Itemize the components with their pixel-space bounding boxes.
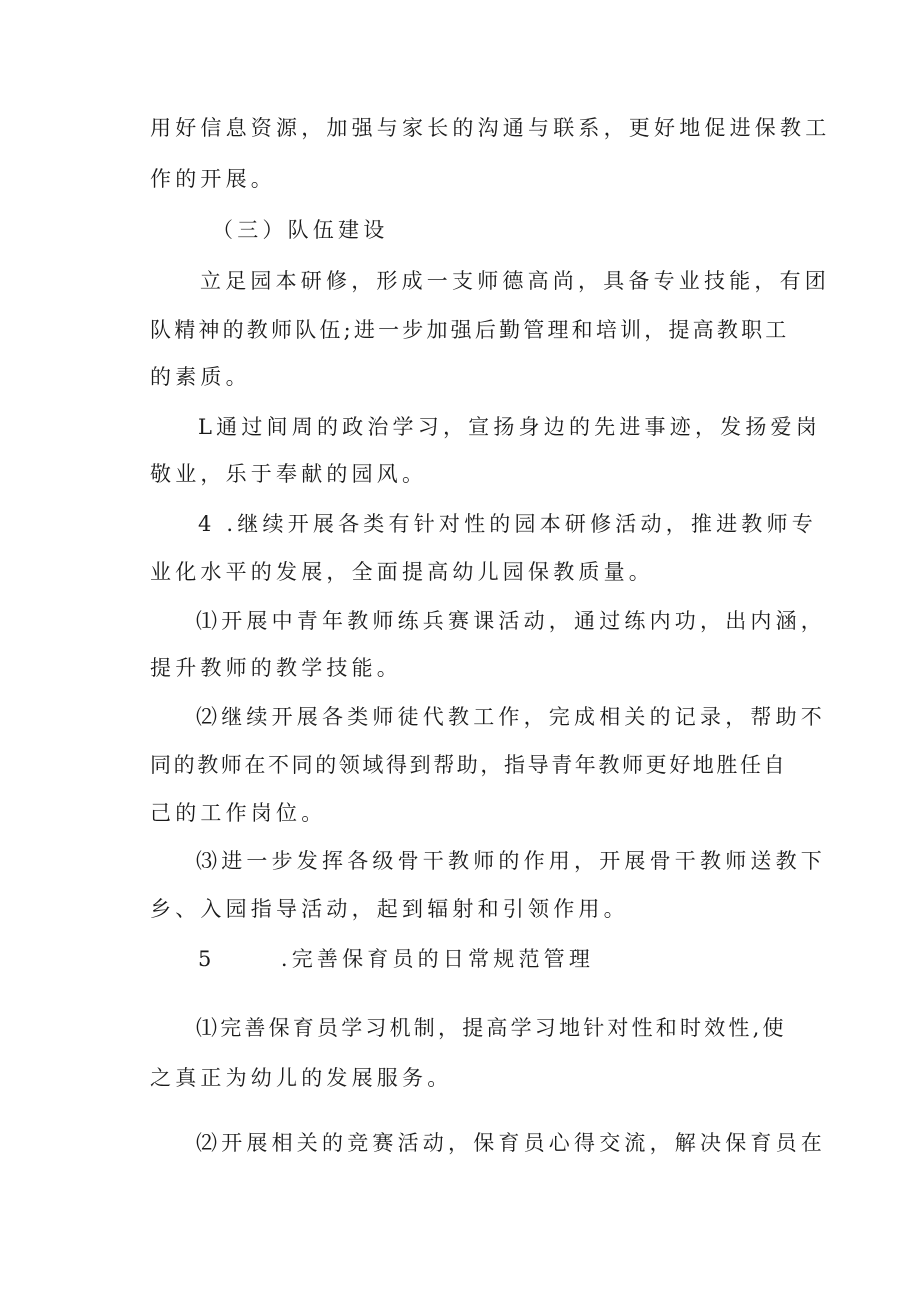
body-line: 敬业，乐于奉献的园风。: [150, 462, 428, 486]
body-line: ⑵继续开展各类师徒代教工作，完成相关的记录，帮助不: [196, 705, 826, 729]
body-line: ⑶进一步发挥各级骨干教师的作用，开展骨干教师送教下: [196, 849, 826, 873]
body-line: L通过间周的政治学习，宣扬身边的先进事迹，发扬爱岗: [198, 415, 821, 439]
body-line: 5 .完善保育员的日常规范管理: [198, 947, 595, 971]
body-line: 4 .继续开展各类有针对性的园本研修活动，推进教师专: [198, 512, 817, 536]
body-line: 立足园本研修，形成一支师德高尚，具备专业技能，有团: [200, 269, 830, 293]
body-line: ⑴完善保育员学习机制，提高学习地针对性和时效性,使: [196, 1016, 787, 1040]
body-line: 作的开展。: [150, 167, 276, 191]
body-line: 同的教师在不同的领域得到帮助，指导青年教师更好地胜任自: [150, 753, 788, 777]
body-line: 乡、入园指导活动，起到辐射和引领作用。: [150, 897, 629, 921]
body-line: 己的工作岗位。: [150, 801, 327, 825]
body-line: 提升教师的教学技能。: [150, 656, 402, 680]
body-line: ⑵开展相关的竞赛活动，保育员心得交流，解决保育员在: [196, 1131, 826, 1155]
section-heading: （三）队伍建设: [212, 218, 389, 242]
body-line: ⑴开展中青年教师练兵赛课活动，通过练内功，出内涵，: [196, 609, 826, 633]
body-line: 队精神的教师队伍;进一步加强后勤管理和培训，提高教职工: [150, 318, 790, 342]
body-line: 用好信息资源，加强与家长的沟通与联系，更好地促进保教工: [150, 116, 831, 140]
body-line: 之真正为幼儿的发展服务。: [150, 1066, 453, 1090]
body-line: 业化水平的发展，全面提高幼儿园保教质量。: [150, 560, 654, 584]
body-line: 的素质。: [150, 365, 251, 389]
